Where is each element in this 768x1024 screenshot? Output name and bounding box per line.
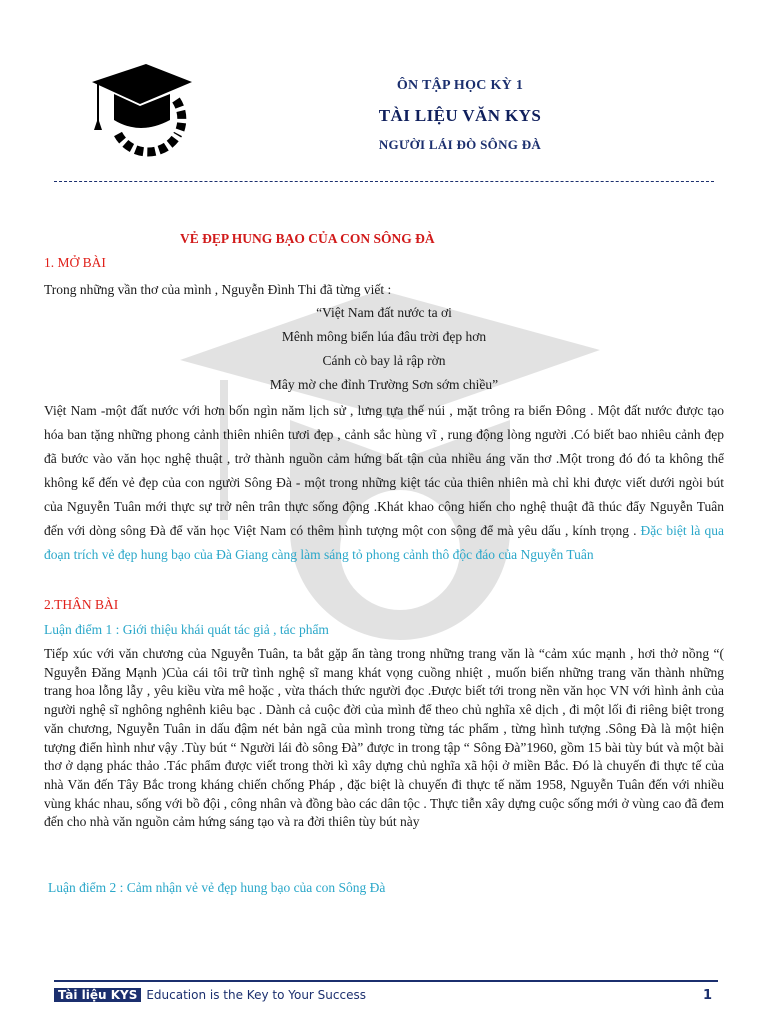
footer-tagline: Education is the Key to Your Success <box>146 988 366 1002</box>
mo-bai-highlight: Đặc biệt là qua đoạn trích vẻ đẹp hung bạo của Đà Giang càng làm sáng tỏ phong cảnh thô độc đáo của Nguyễn Tuân <box>44 523 724 562</box>
than-bai-paragraph: Tiếp xúc với văn chương của Nguyễn Tuân, ta bắt gặp ẩn tàng trong những trang văn là “cảm xúc mạnh , hơi thở nồng “( Nguyễn Đăng Mạnh )Của cái tôi trữ tình nghệ sĩ mang khát vọng cuồng nhiệt , muốn biến những trang văn thành những trang hoa lỗng lẫy , yêu kiều vừa mê hoặc , vừa thách thức người đọc .Được biết tới trong nền văn học VN với hình ảnh của người nghệ sĩ nghông nghênh kiêu bạc . Dành cả cuộc đời của mình để theo chủ nghĩa xê dịch , đi một lối đi riêng biệt trong văn chương, Nguyễn Tuân in dấu đậm nét bản ngã của mình trong từng tác phẩm , từng hình tượng .Sông Đà là một hiện tượng điển hình như vậy .Tùy bút “ Người lái đò sông Đà” được in trong tập “ Sông Đà”1960, gồm 15 bài tùy bút và một bài thơ ở dạng phác thảo .Tác phẩm được viết trong thời kì xây dựng chủ nghĩa xã hội ở miền Bắc. Đó là chuyến đi thực tế của nhà Văn đến Tây Bắc trong kháng chiến chống Pháp , đặc biệt là chuyến đi thực tế năm 1958, Nguyễn Tuân đến với nhiều vùng khác nhau, sống với bồ đội , công nhân và đồng bào các dân tộc . Thực tiễn xây dựng cuộc sống mới ở vùng cao đã đem đến cho nhà văn nguồn cảm hứng sáng tạo và ra đời thiên tùy bút này <box>44 646 724 830</box>
header-line-3: NGƯỜI LÁI ĐÒ SÔNG ĐÀ <box>378 137 542 152</box>
header-divider <box>54 181 714 182</box>
intro-line: Trong những vần thơ của mình , Nguyễn Đình Thi đã từng viết : <box>44 282 392 297</box>
poem-line-4: Mây mờ che đỉnh Trường Sơn sớm chiều” <box>269 377 499 392</box>
header-line-1: ÔN TẬP HỌC KỲ 1 <box>396 78 524 93</box>
page-footer <box>54 988 718 1006</box>
graduation-cap-gear-icon <box>88 60 198 170</box>
document-header <box>330 78 590 153</box>
page-number: 1 <box>702 988 712 1003</box>
section-heading-than-bai: 2.THÂN BÀI <box>44 597 119 612</box>
section-heading-mo-bai: 1. MỞ BÀI <box>44 255 106 270</box>
poem-line-1: “Việt Nam đất nước ta ơi <box>316 305 452 320</box>
footer-divider <box>54 980 718 982</box>
mo-bai-text: Việt Nam -một đất nước với hơn bốn ngìn năm lịch sử , lưng tựa thế núi , mặt trông ra biển Đông . Một đất nước được tạo hóa ban tặng những phong cảnh thiên nhiên tươi đẹp , cảnh sắc hùng vĩ , rung động lòng người .Có biết bao nhiêu cảnh đẹp đã bước vào văn học nghệ thuật , trở thành nguồn cảm hứng bất tận của nhiều áng văn thơ .Một trong đó đó ta không thể không kể đến vẻ đẹp của con người Sông Đà - một trong những kiệt tác của thiên nhiên mà chỉ khi được viết dưới ngòi bút của Nguyễn Tuân mới thực sự trở nên trân thực sống động .Khát khao công hiến cho nghệ thuật đã thúc đẩy Nguyễn Tuân đến với dòng sông Đà để văn học Việt Nam có thêm hình tượng một con sông để mà yêu dấu , kính trọng . <box>44 403 724 538</box>
poem-line-2: Mênh mông biển lúa đâu trời đẹp hơn <box>281 329 487 344</box>
luan-diem-2: Luận điểm 2 : Cảm nhận vẻ vẻ đẹp hung bạo của con Sông Đà <box>48 880 386 895</box>
poem-line-3: Cánh cò bay lả rập rờn <box>322 353 446 368</box>
document-title: VẺ ĐẸP HUNG BẠO CỦA CON SÔNG ĐÀ <box>180 231 435 246</box>
header-line-2: TÀI LIỆU VĂN KYS <box>378 106 542 125</box>
footer-brand: Tài liệu KYS <box>54 988 141 1002</box>
mo-bai-paragraph <box>44 399 724 567</box>
luan-diem-1: Luận điểm 1 : Giới thiệu khái quát tác giả , tác phẩm <box>44 622 329 637</box>
